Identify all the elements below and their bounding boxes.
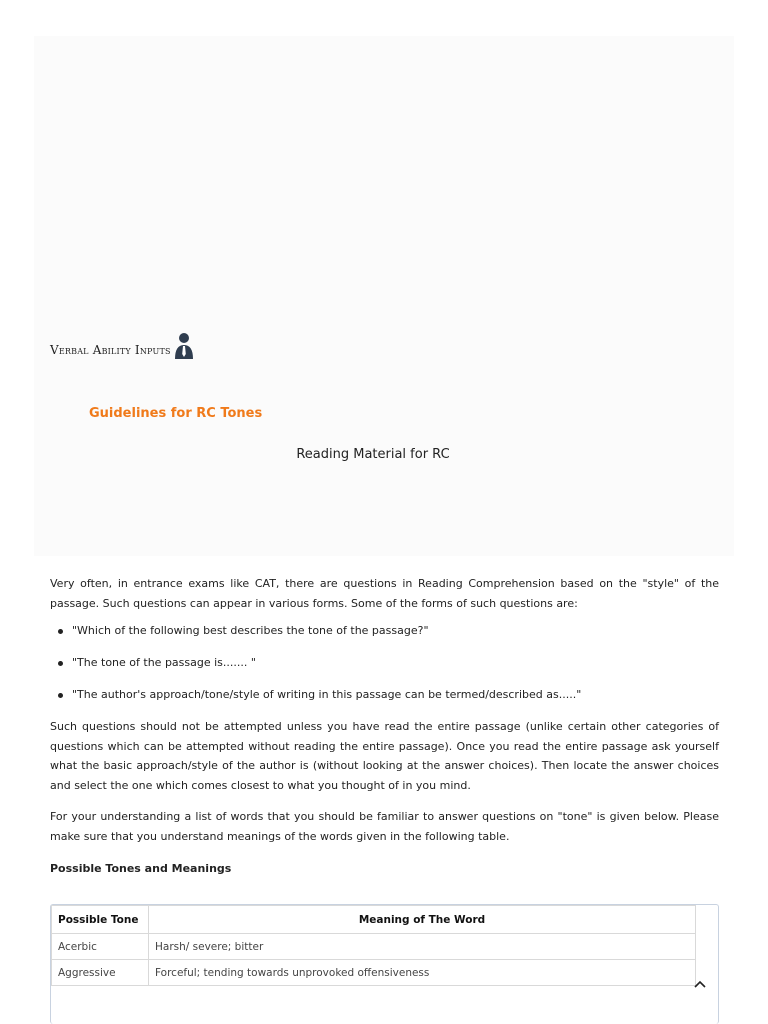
businessman-icon	[173, 332, 195, 360]
page-subtitle: Reading Material for RC	[296, 447, 450, 462]
list-item: "The author's approach/tone/style of writing in this passage can be termed/described as....."	[50, 685, 719, 704]
table-row	[52, 960, 696, 986]
meaning-cell: Harsh/ severe; bitter	[149, 934, 696, 960]
table-row	[52, 934, 696, 960]
brand-text: Verbal Ability Inputs	[50, 343, 171, 357]
table-intro-paragraph: For your understanding a list of words that you should be familiar to answer questions on "tone" is given below. Please make sure that you understand meanings of the words given in the following table.	[50, 810, 719, 843]
article-body	[50, 574, 719, 879]
list-item: "The tone of the passage is....... "	[50, 653, 719, 672]
tone-cell: Acerbic	[52, 934, 149, 960]
column-header-meaning: Meaning of The Word	[149, 906, 696, 934]
meaning-cell: Forceful; tending towards unprovoked offensiveness	[149, 960, 696, 986]
table-heading: Possible Tones and Meanings	[50, 862, 232, 875]
brand-logo[interactable]	[50, 332, 195, 360]
list-item: "Which of the following best describes the tone of the passage?"	[50, 621, 719, 640]
tones-table	[51, 905, 696, 986]
tones-table-container	[50, 904, 719, 1024]
section-title: Guidelines for RC Tones	[89, 406, 263, 421]
advice-paragraph: Such questions should not be attempted unless you have read the entire passage (unlike certain other categories of questions which can be attempted without reading the entire passage). Once you read the entire passage ask yourself what the basic approach/style of the author is (without looking at the answer choices). Then locate the answer choices and select the one which comes closest to what you thought of in you mind.	[50, 720, 719, 792]
intro-paragraph: Very often, in entrance exams like CAT, there are questions in Reading Comprehension based on the "style" of the passage. Such questions can appear in various forms. Some of the forms of such questions are:	[50, 577, 719, 610]
table-header-row	[52, 906, 696, 934]
question-forms-list	[50, 621, 719, 704]
tone-cell: Aggressive	[52, 960, 149, 986]
ad-placeholder	[34, 36, 734, 556]
column-header-tone: Possible Tone	[52, 906, 149, 934]
scroll-to-top-button[interactable]	[690, 974, 710, 994]
chevron-up-icon	[693, 979, 707, 989]
